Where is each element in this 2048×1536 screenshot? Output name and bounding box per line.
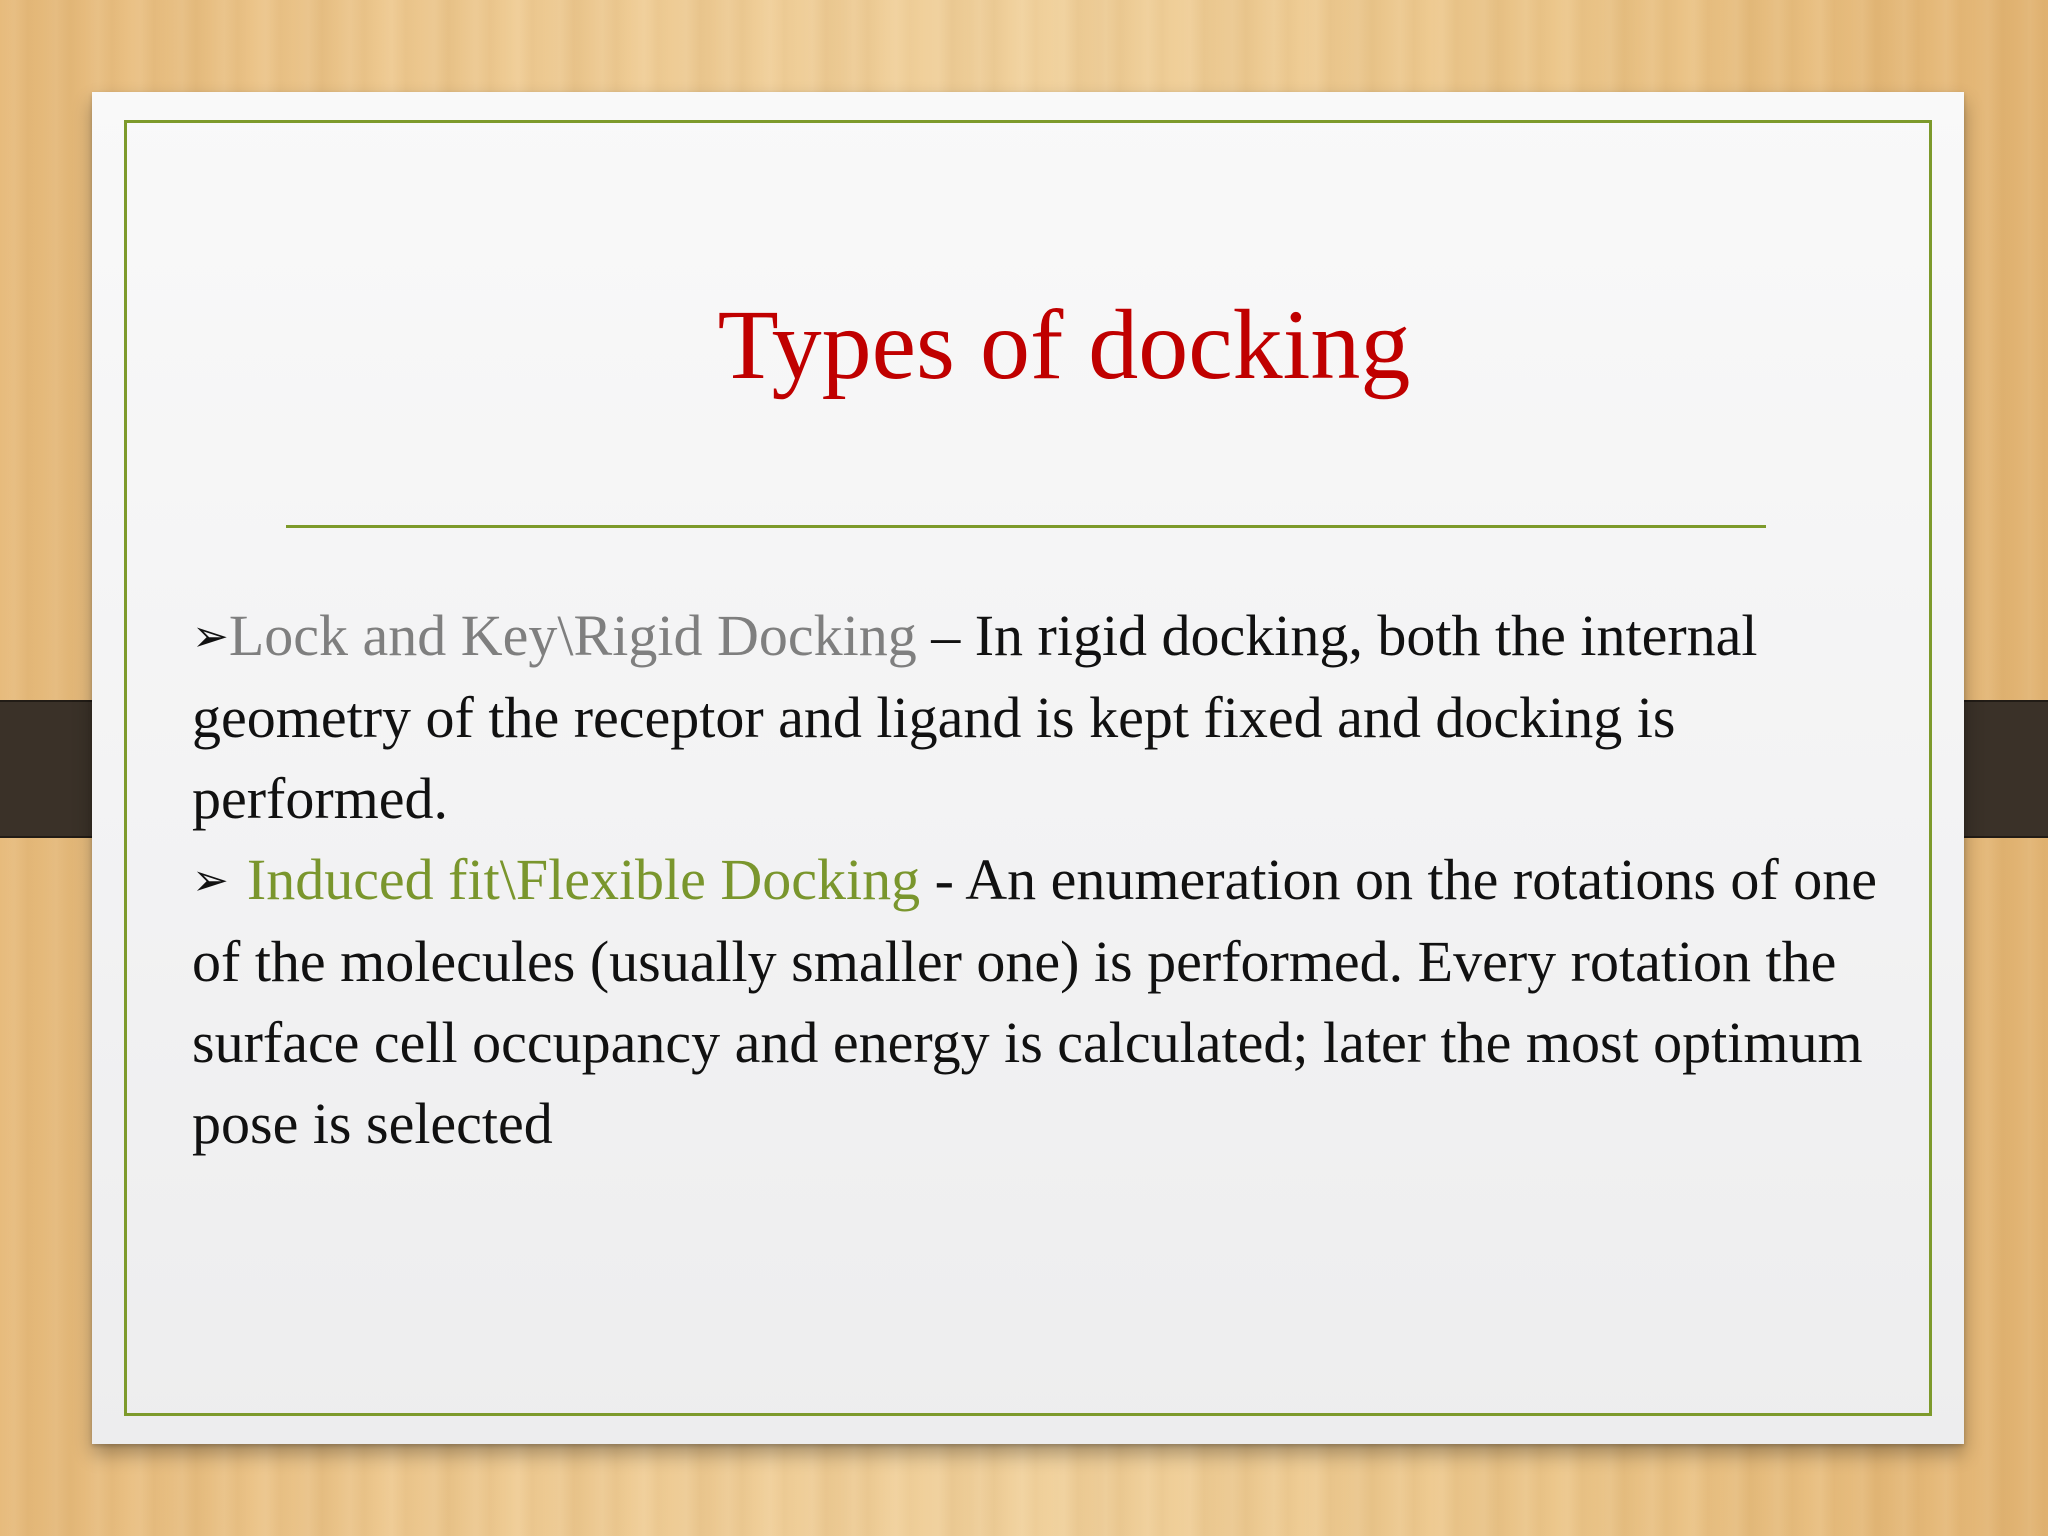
bullet-rigid-docking: [192, 595, 1932, 839]
slide-title: Types of docking: [717, 289, 1411, 400]
bullet-text: - An enumeration on the rotations of one of the molecules (usually smaller one) is performed. Every rotation the surface cell occupancy and energy is calculated; later the most optimum pose is selected: [192, 847, 1877, 1156]
slide-body: [192, 595, 1932, 1164]
bullet-term: Lock and Key\Rigid Docking: [228, 603, 917, 668]
arrow-bullet-icon: ➢: [192, 611, 229, 662]
bullet-term: Induced fit\Flexible Docking: [246, 847, 921, 912]
bullet-text: – In rigid docking, both the internal geometry of the receptor and ligand is kept fixed and docking is performed.: [192, 603, 1758, 831]
bullet-flexible-docking: [192, 839, 1932, 1164]
title-divider: [286, 525, 1766, 528]
arrow-bullet-icon: ➢: [192, 855, 229, 906]
slide-paper: [92, 92, 1964, 1444]
